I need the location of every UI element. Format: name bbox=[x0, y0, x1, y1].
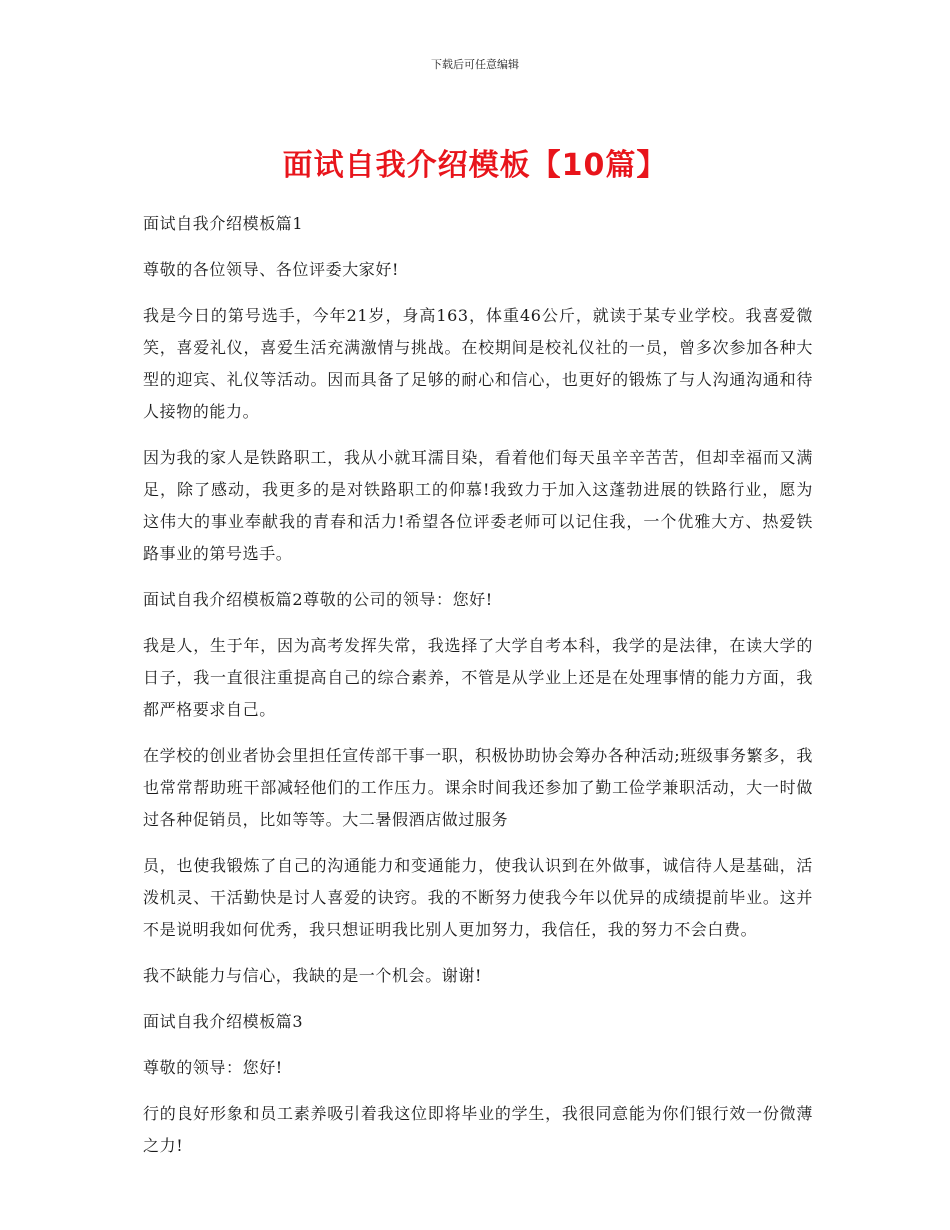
body-paragraph: 我是今日的第号选手，今年21岁，身高163，体重46公斤，就读于某专业学校。我喜爱微笑，喜爱礼仪，喜爱生活充满激情与挑战。在校期间是校礼仪社的一员，曾多次参加各种大型的迎宾、礼仪等活动。因而具备了足够的耐心和信心，也更好的锻炼了与人沟通沟通和待人接物的能力。 bbox=[143, 306, 813, 421]
section-heading-3: 面试自我介绍模板篇3 bbox=[143, 1012, 304, 1031]
header-note: 下载后可任意编辑 bbox=[431, 58, 519, 71]
document-body bbox=[143, 208, 813, 1176]
body-paragraph: 我是人，生于年，因为高考发挥失常，我选择了大学自考本科，我学的是法律，在读大学的日子，我一直很注重提高自己的综合素养，不管是从学业上还是在处理事情的能力方面，我都严格要求自己。 bbox=[143, 636, 813, 719]
body-paragraph: 因为我的家人是铁路职工，我从小就耳濡目染，看着他们每天虽辛辛苦苦，但却幸福而又满足，除了感动，我更多的是对铁路职工的仰慕!我致力于加入这蓬勃进展的铁路行业，愿为这伟大的事业奉献我的青春和活力!希望各位评委老师可以记住我，一个优雅大方、热爱铁路事业的第号选手。 bbox=[143, 448, 813, 563]
document-title: 面试自我介绍模板【10篇】 bbox=[282, 148, 668, 183]
body-paragraph: 行的良好形象和员工素养吸引着我这位即将毕业的学生，我很同意能为你们银行效一份微薄之力! bbox=[143, 1104, 813, 1155]
body-paragraph: 员，也使我锻炼了自己的沟通能力和变通能力，使我认识到在外做事，诚信待人是基础，活泼机灵、干活勤快是讨人喜爱的诀窍。我的不断努力使我今年以优异的成绩提前毕业。这并不是说明我如何优秀，我只想证明我比别人更加努力，我信任，我的努力不会白费。 bbox=[143, 856, 813, 939]
section-heading-1: 面试自我介绍模板篇1 bbox=[143, 214, 304, 233]
greeting-paragraph: 尊敬的各位领导、各位评委大家好! bbox=[143, 260, 400, 279]
body-paragraph: 在学校的创业者协会里担任宣传部干事一职，积极协助协会筹办各种活动;班级事务繁多，我也常常帮助班干部减轻他们的工作压力。课余时间我还参加了勤工俭学兼职活动，大一时做过各种促销员，比如等等。大二暑假酒店做过服务 bbox=[143, 746, 813, 829]
greeting-paragraph: 尊敬的领导：您好! bbox=[143, 1058, 283, 1077]
body-paragraph: 我不缺能力与信心，我缺的是一个机会。谢谢! bbox=[143, 966, 483, 985]
section-heading-2: 面试自我介绍模板篇2尊敬的公司的领导：您好! bbox=[143, 590, 493, 609]
